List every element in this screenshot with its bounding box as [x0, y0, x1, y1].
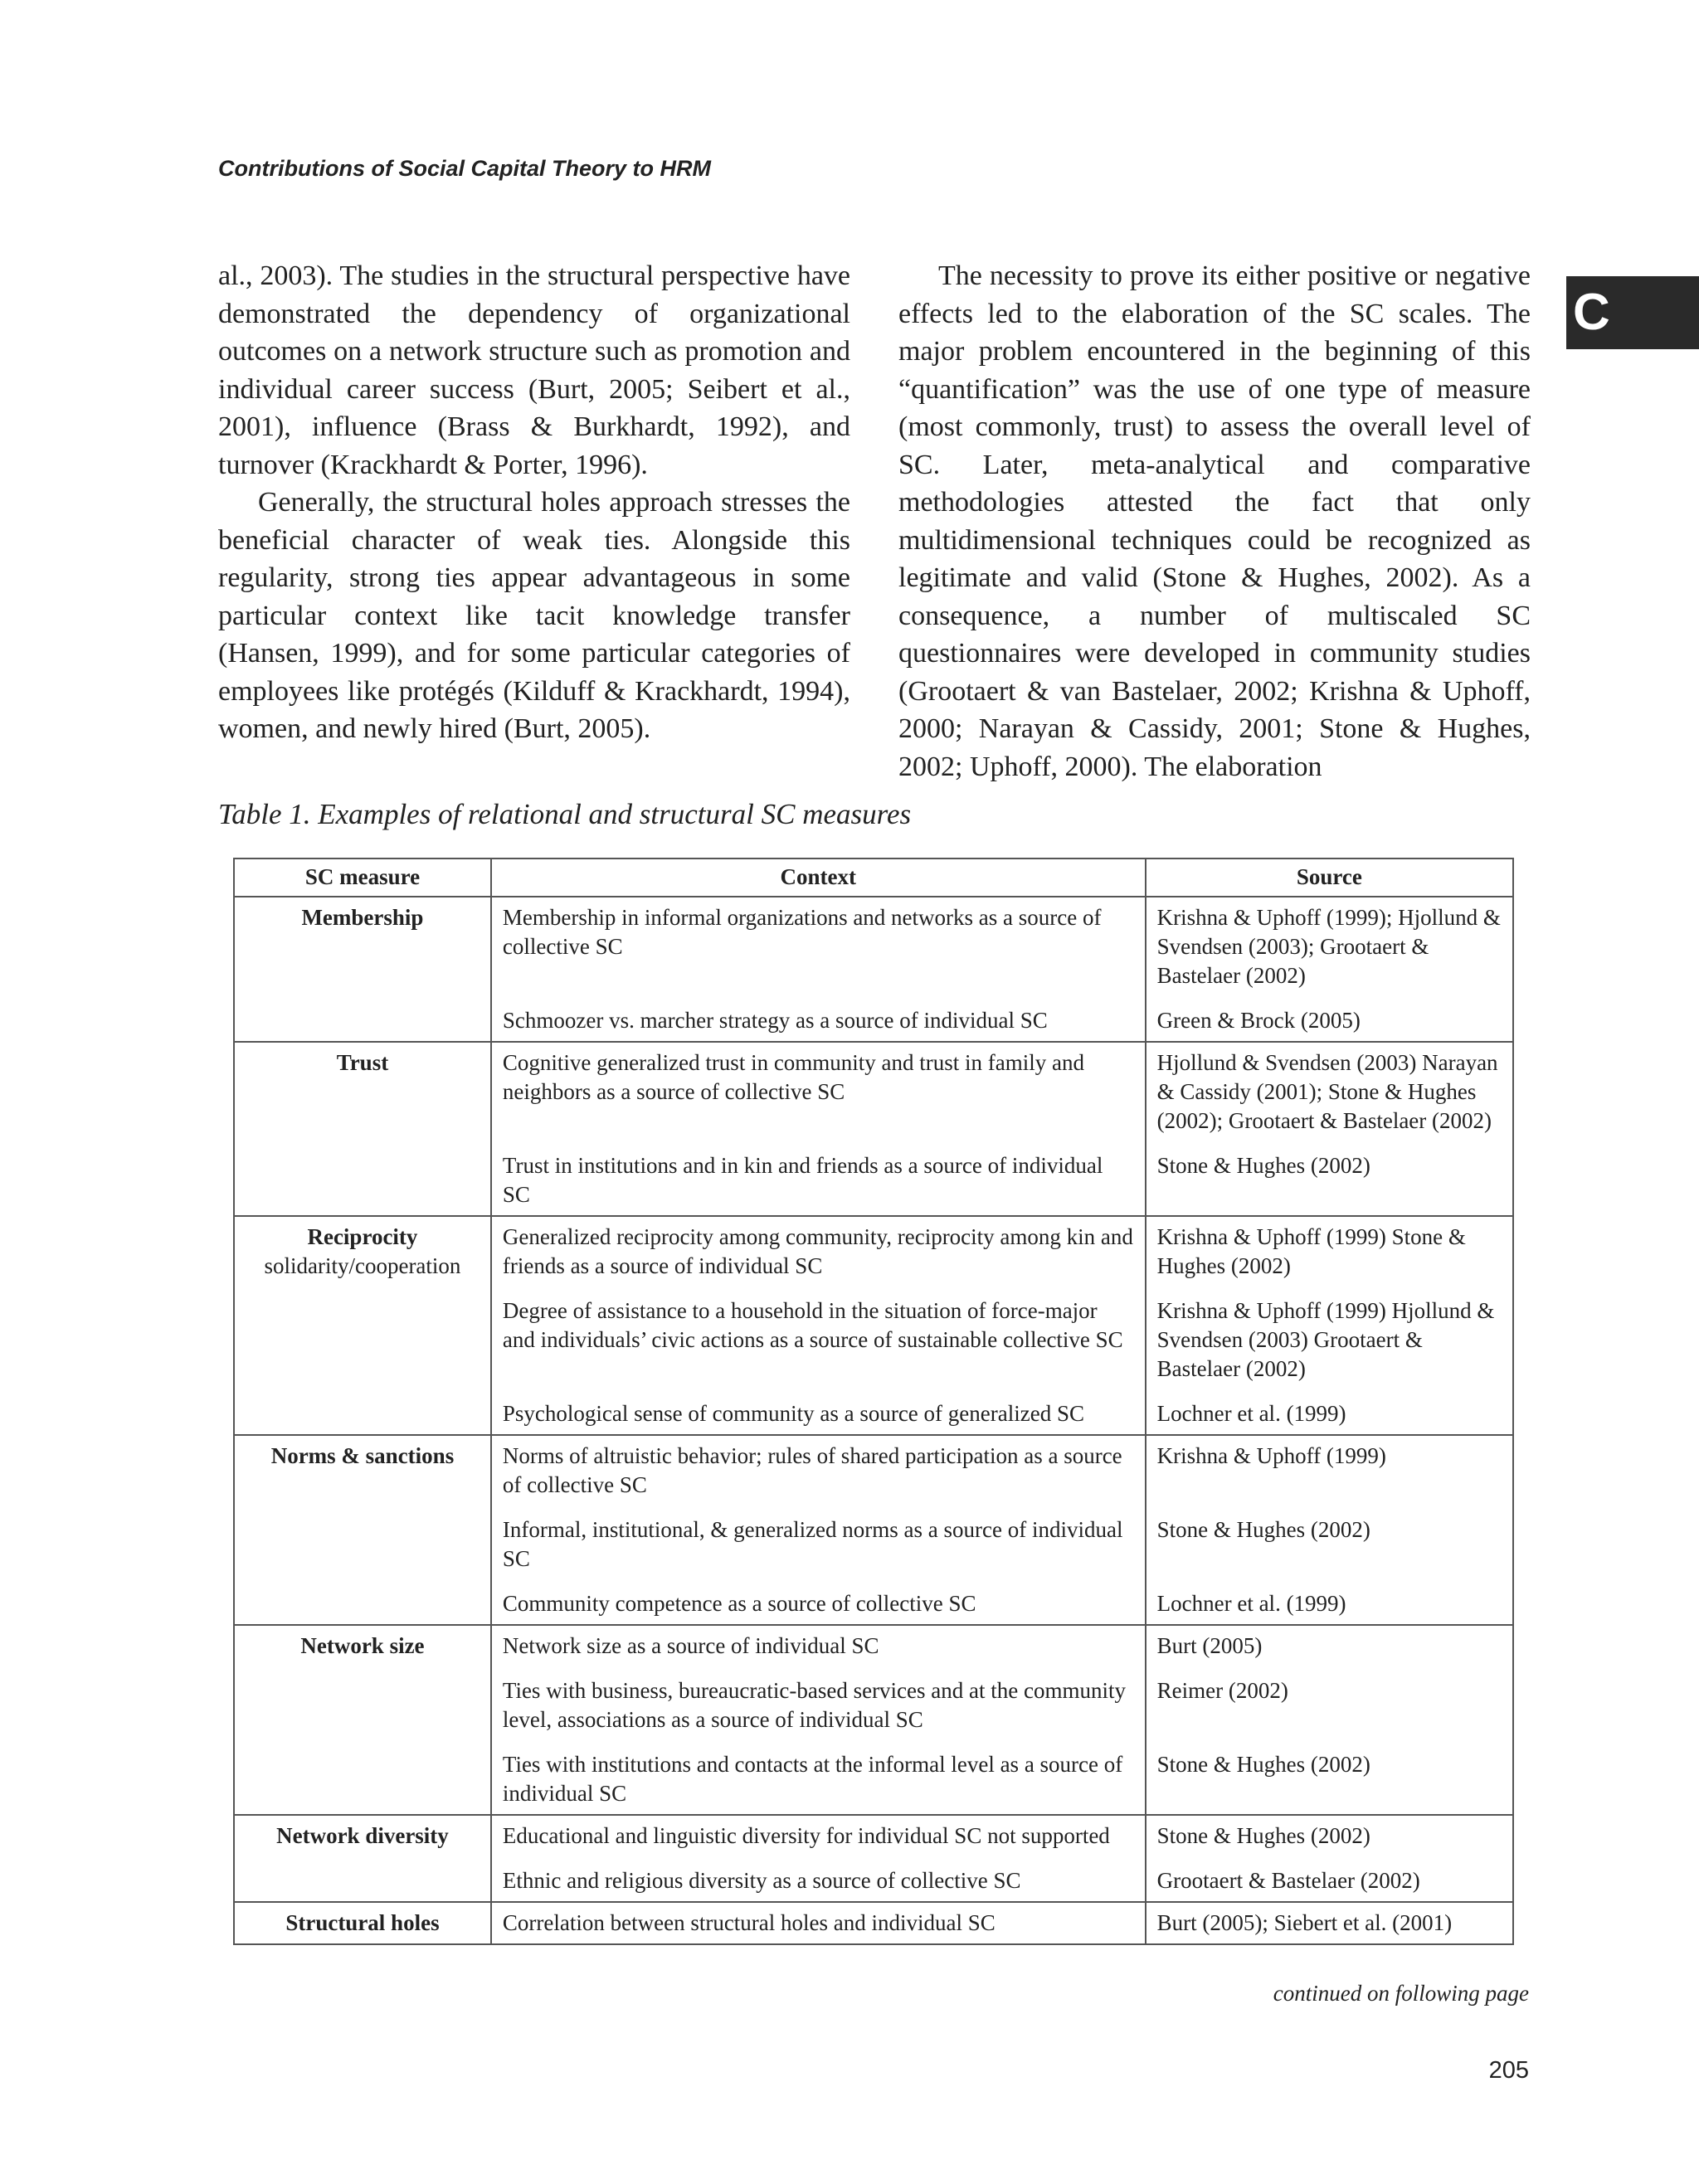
running-head: Contributions of Social Capital Theory to HRM — [218, 156, 711, 181]
left-paragraph-1: al., 2003). The studies in the structural perspective have demonstrated the dependency of organizational outcomes on a network structure such as promotion and individual career success (Burt, 2005; Seibert et al., 2001), influence (Brass & Burkhardt, 1992), and turnover (Krackhardt & Porter, 1996). — [218, 260, 850, 480]
measure-name: Membership — [301, 905, 424, 930]
source-cell: Lochner et al. (1999) — [1146, 1579, 1513, 1625]
source-cell: Burt (2005) — [1146, 1625, 1513, 1666]
measure-subname: solidarity/cooperation — [264, 1253, 461, 1278]
context-cell: Ties with business, bureaucratic-based services and at the community level, associations as a source of individual SC — [491, 1666, 1146, 1740]
table-row — [234, 1902, 1513, 1944]
context-cell: Correlation between structural holes and individual SC — [491, 1902, 1146, 1944]
table-row — [234, 1435, 1513, 1505]
context-cell: Generalized reciprocity among community, reciprocity among kin and friends as a source of individual SC — [491, 1216, 1146, 1287]
source-cell: Stone & Hughes (2002) — [1146, 1505, 1513, 1579]
context-cell: Educational and linguistic diversity for individual SC not supported — [491, 1815, 1146, 1856]
table-caption: Table 1. Examples of relational and structural SC measures — [218, 798, 912, 830]
table-row — [234, 1042, 1513, 1141]
source-cell: Stone & Hughes (2002) — [1146, 1740, 1513, 1815]
left-column — [218, 257, 850, 748]
measure-name: Structural holes — [285, 1910, 440, 1935]
measure-cell — [234, 1216, 491, 1435]
source-cell: Stone & Hughes (2002) — [1146, 1141, 1513, 1216]
measure-name: Norms & sanctions — [270, 1443, 455, 1468]
source-cell: Krishna & Uphoff (1999); Hjollund & Svendsen (2003); Grootaert & Bastelaer (2002) — [1146, 897, 1513, 996]
context-cell: Informal, institutional, & generalized norms as a source of individual SC — [491, 1505, 1146, 1579]
source-cell: Lochner et al. (1999) — [1146, 1389, 1513, 1435]
source-cell: Hjollund & Svendsen (2003) Narayan & Cassidy (2001); Stone & Hughes (2002); Grootaert & Bastelaer (2002) — [1146, 1042, 1513, 1141]
table-row — [234, 1815, 1513, 1856]
context-cell: Network size as a source of individual SC — [491, 1625, 1146, 1666]
measure-cell — [234, 1625, 491, 1815]
source-cell: Krishna & Uphoff (1999) Hjollund & Svendsen (2003) Grootaert & Bastelaer (2002) — [1146, 1287, 1513, 1389]
context-cell: Trust in institutions and in kin and friends as a source of individual SC — [491, 1141, 1146, 1216]
table-row — [234, 897, 1513, 996]
context-cell: Community competence as a source of collective SC — [491, 1579, 1146, 1625]
measure-cell — [234, 1902, 491, 1944]
left-paragraph-2: Generally, the structural holes approach stresses the beneficial character of weak ties. Alongside this regularity, strong ties appear advantageous in some particular context like tacit knowledge transfer (Hansen, 1999), and for some particular categories of employees like protégés (Kilduff & Krackhardt, 1994), women, and newly hired (Burt, 2005). — [218, 487, 850, 744]
page-number: 205 — [1488, 2057, 1529, 2084]
sc-measures-table — [233, 858, 1514, 1945]
measure-cell — [234, 1435, 491, 1625]
context-cell: Cognitive generalized trust in community and trust in family and neighbors as a source of collective SC — [491, 1042, 1146, 1141]
right-paragraph-1: The necessity to prove its either positive or negative effects led to the elaboration of the SC scales. The major problem encountered in the beginning of this “quantification” was the use of one type of measure (most commonly, trust) to assess the overall level of SC. Later, meta-analytical and comparative methodologies attested the fact that only multidimensional techniques could be recognized as legitimate and valid (Stone & Hughes, 2002). As a consequence, a number of multiscaled SC questionnaires were developed in community studies (Grootaert & van Bastelaer, 2002; Krishna & Uphoff, 2000; Narayan & Cassidy, 2001; Stone & Hughes, 2002; Uphoff, 2000). The elaboration — [898, 260, 1531, 782]
context-cell: Ethnic and religious diversity as a source of collective SC — [491, 1856, 1146, 1902]
table-row — [234, 1216, 1513, 1287]
source-cell: Stone & Hughes (2002) — [1146, 1815, 1513, 1856]
context-cell: Norms of altruistic behavior; rules of shared participation as a source of collective SC — [491, 1435, 1146, 1505]
context-cell: Degree of assistance to a household in the situation of force-major and individuals’ civic actions as a source of sustainable collective SC — [491, 1287, 1146, 1389]
source-cell: Krishna & Uphoff (1999) — [1146, 1435, 1513, 1505]
table-header-row — [234, 859, 1513, 897]
measure-name: Reciprocity — [307, 1224, 418, 1249]
section-tab-marker: C — [1566, 276, 1699, 349]
source-cell: Reimer (2002) — [1146, 1666, 1513, 1740]
context-cell: Psychological sense of community as a source of generalized SC — [491, 1389, 1146, 1435]
source-cell: Burt (2005); Siebert et al. (2001) — [1146, 1902, 1513, 1944]
source-cell: Grootaert & Bastelaer (2002) — [1146, 1856, 1513, 1902]
measure-cell — [234, 1815, 491, 1902]
measure-name: Network size — [300, 1633, 425, 1658]
table-row — [234, 1625, 1513, 1666]
source-cell: Krishna & Uphoff (1999) Stone & Hughes (2002) — [1146, 1216, 1513, 1287]
measure-cell — [234, 897, 491, 1042]
right-column — [898, 257, 1531, 786]
header-source: Source — [1146, 859, 1513, 897]
measure-cell — [234, 1042, 491, 1216]
context-cell: Membership in informal organizations and networks as a source of collective SC — [491, 897, 1146, 996]
header-sc-measure: SC measure — [234, 859, 491, 897]
context-cell: Ties with institutions and contacts at the informal level as a source of individual SC — [491, 1740, 1146, 1815]
context-cell: Schmoozer vs. marcher strategy as a source of individual SC — [491, 996, 1146, 1042]
continued-note: continued on following page — [1273, 1981, 1529, 2006]
header-context: Context — [491, 859, 1146, 897]
measure-name: Network diversity — [276, 1823, 449, 1848]
measure-name: Trust — [336, 1050, 389, 1075]
source-cell: Green & Brock (2005) — [1146, 996, 1513, 1042]
